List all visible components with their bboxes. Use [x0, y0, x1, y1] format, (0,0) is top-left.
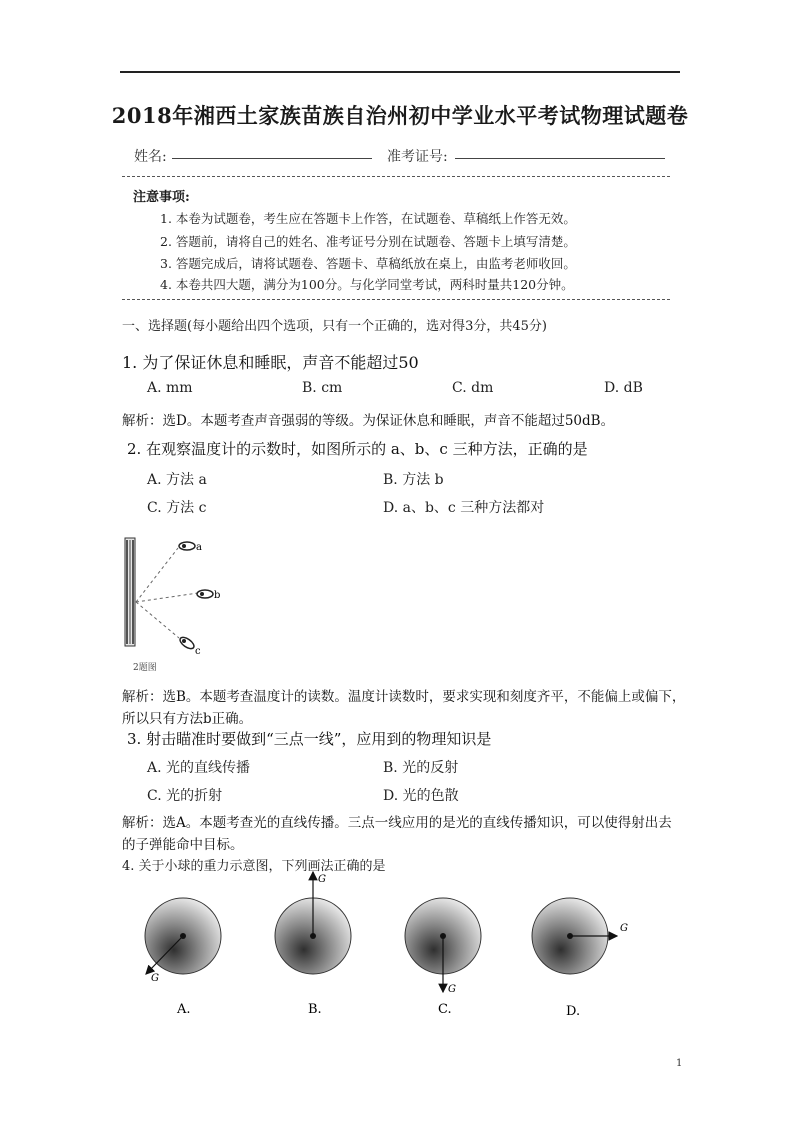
ball-d: [532, 898, 628, 974]
question-4-stem: 4. 关于小球的重力示意图，下列画法正确的是: [122, 859, 386, 874]
force-label-a: G: [151, 973, 159, 984]
q4-option-a: A.: [177, 1002, 191, 1017]
force-label-d: G: [620, 923, 628, 934]
q3-analysis-line-2: 的子弹能命中目标。: [122, 837, 244, 853]
question-3-stem: 3. 射击瞄准时要做到“三点一线”，应用到的物理知识是: [127, 730, 492, 748]
q3-option-d: D. 光的色散: [383, 788, 459, 804]
page-number: 1: [676, 1058, 683, 1069]
notice-item-1: 1. 本卷为试题卷，考生应在答题卡上作答，在试题卷、草稿纸上作答无效。: [160, 211, 576, 226]
notice-item-3: 3. 答题完成后，请将试题卷、答题卡、草稿纸放在桌上，由监考老师收回。: [160, 256, 576, 271]
q1-option-d: D. dB: [604, 380, 643, 396]
q3-option-a: A. 光的直线传播: [147, 760, 251, 776]
notice-item-2: 2. 答题前，请将自己的姓名、准考证号分别在试题卷、答题卡上填写清楚。: [160, 234, 576, 249]
exam-id-blank[interactable]: [455, 158, 665, 159]
ball-a: [145, 898, 221, 984]
top-rule: [120, 71, 680, 73]
notice-heading: 注意事项:: [133, 190, 190, 205]
figure-caption: 2题图: [133, 663, 157, 673]
eye-c-icon: [178, 635, 196, 651]
q2-option-d: D. a、b、c 三种方法都对: [383, 500, 545, 516]
q4-option-c: C.: [438, 1002, 452, 1017]
name-blank[interactable]: [172, 158, 372, 159]
q2-option-a: A. 方法 a: [147, 472, 207, 488]
eye-b-icon: [197, 590, 213, 598]
q3-analysis-line-1: 解析：选A。本题考查光的直线传播。三点一线应用的是光的直线传播知识，可以使得射出去: [122, 815, 672, 831]
notice-bottom-divider: [122, 299, 670, 300]
label-a: a: [196, 542, 202, 553]
q3-option-b: B. 光的反射: [383, 760, 459, 776]
notice-top-divider: [122, 176, 670, 177]
q4-option-b: B.: [308, 1002, 322, 1017]
notice-item-4: 4. 本卷共四大题，满分为100分。与化学同堂考试，两科时量共120分钟。: [160, 277, 574, 292]
thermometer: [125, 538, 135, 646]
label-b: b: [214, 590, 221, 601]
exam-id-label: 准考证号:: [387, 149, 448, 165]
q3-option-c: C. 光的折射: [147, 788, 223, 804]
q1-option-b: B. cm: [302, 380, 343, 396]
force-label-c: G: [448, 984, 456, 995]
question-1-stem: 1. 为了保证休息和睡眠，声音不能超过50: [122, 353, 419, 372]
eye-a-icon: [179, 542, 195, 550]
q1-option-a: A. mm: [147, 380, 193, 396]
thermometer-figure: [115, 530, 225, 675]
question-2-stem: 2. 在观察温度计的示数时，如图所示的 a、b、c 三种方法，正确的是: [127, 440, 588, 458]
section-heading: 一、选择题(每小题给出四个选项，只有一个正确的，选对得3分，共45分): [122, 319, 547, 334]
gravity-figure: [120, 868, 660, 1028]
ball-c: [405, 898, 481, 995]
q1-option-c: C. dm: [452, 380, 494, 396]
q1-analysis: 解析：选D。本题考查声音强弱的等级。为保证休息和睡眠，声音不能超过50dB。: [122, 413, 615, 429]
force-label-b: G: [318, 874, 326, 885]
q2-option-c: C. 方法 c: [147, 500, 207, 516]
q2-option-b: B. 方法 b: [383, 472, 444, 488]
sightline-b: [136, 593, 198, 602]
sightline-a: [136, 548, 178, 602]
sightline-c: [136, 602, 179, 638]
q4-option-d: D.: [566, 1004, 581, 1019]
exam-title: 2018年湘西土家族苗族自治州初中学业水平考试物理试题卷: [111, 103, 689, 128]
label-c: c: [195, 646, 201, 657]
name-label: 姓名:: [134, 149, 167, 165]
q2-analysis-line-2: 所以只有方法b正确。: [122, 711, 253, 727]
ball-b: [275, 872, 351, 974]
q2-analysis-line-1: 解析：选B。本题考查温度计的读数。温度计读数时，要求实现和刻度齐平，不能偏上或偏下，: [122, 689, 686, 705]
